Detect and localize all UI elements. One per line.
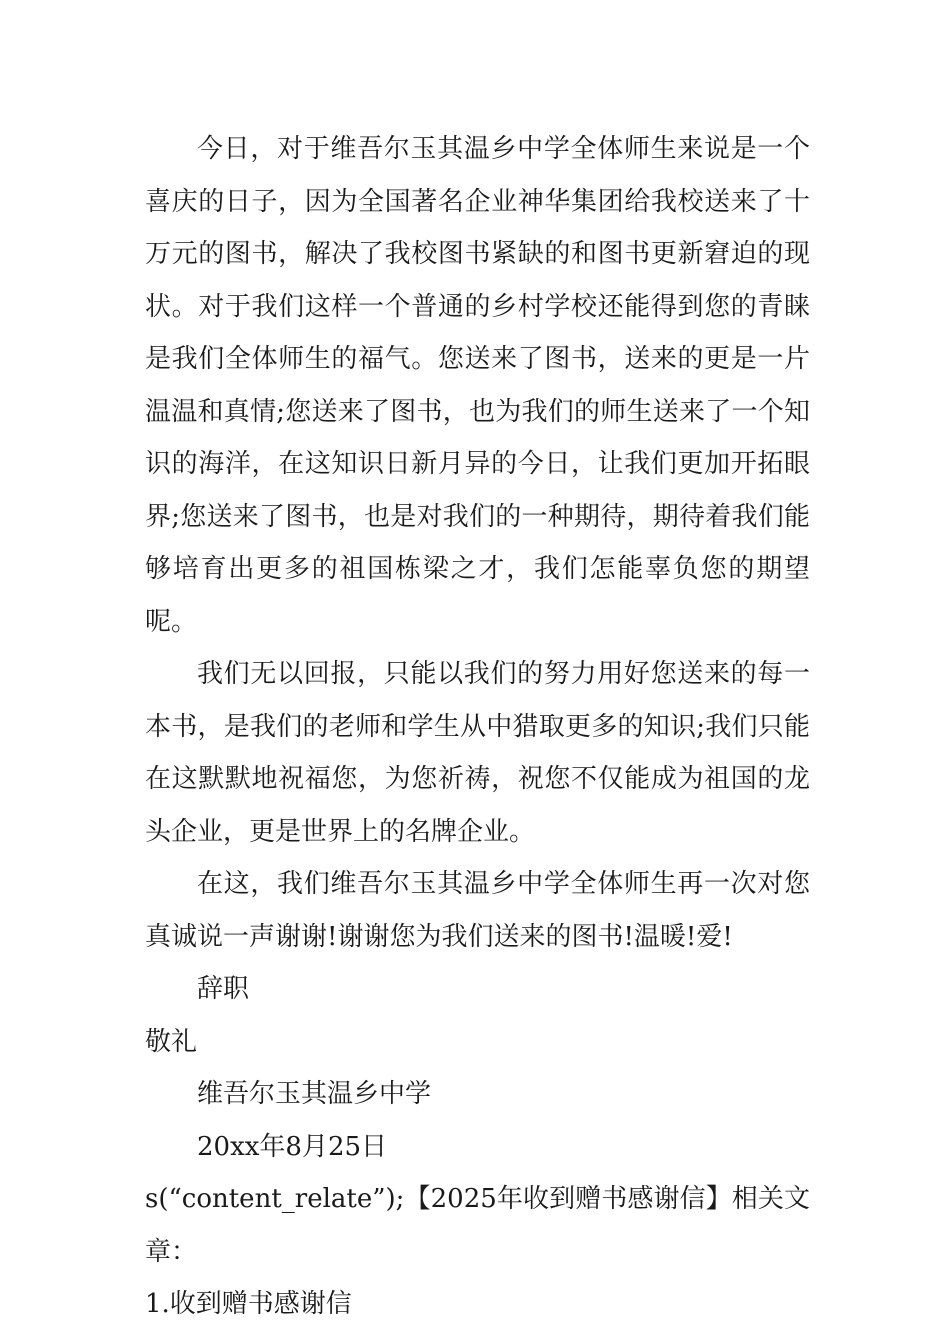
closing-line-2: 敬礼	[145, 1026, 198, 1057]
letter-paragraph-3: 在这，我们维吾尔玉其温乡中学全体师生再一次对您真诚说一声谢谢!谢谢您为我们送来的图书!温暖!爱!	[145, 869, 810, 952]
related-article-link[interactable]: 1.收到赠书感谢信	[145, 1289, 352, 1319]
letter-body	[145, 123, 810, 1331]
letter-date: 20xx年8月25日	[197, 1131, 388, 1162]
letter-paragraph-2: 我们无以回报，只能以我们的努力用好您送来的每一本书，是我们的老师和学生从中猎取更多的知识;我们只能在这默默地祝福您，为您祈祷，祝您不仅能成为祖国的龙头企业，更是世界上的名牌企业。	[145, 659, 810, 847]
closing-line-1: 辞职	[197, 974, 250, 1004]
signature: 维吾尔玉其温乡中学	[197, 1079, 432, 1109]
related-articles-header: s(“content_relate”);【2025年收到赠书感谢信】相关文章：	[145, 1184, 810, 1267]
letter-paragraph-1: 今日，对于维吾尔玉其温乡中学全体师生来说是一个喜庆的日子，因为全国著名企业神华集团给我校送来了十万元的图书，解决了我校图书紧缺的和图书更新窘迫的现状。对于我们这样一个普通的乡村学校还能得到您的青睐是我们全体师生的福气。您送来了图书，送来的更是一片温温和真情;您送来了图书，也为我们的师生送来了一个知识的海洋，在这知识日新月异的今日，让我们更加开拓眼界;您送来了图书，也是对我们的一种期待，期待着我们能够培育出更多的祖国栋梁之才，我们怎能辜负您的期望呢。	[145, 134, 810, 637]
